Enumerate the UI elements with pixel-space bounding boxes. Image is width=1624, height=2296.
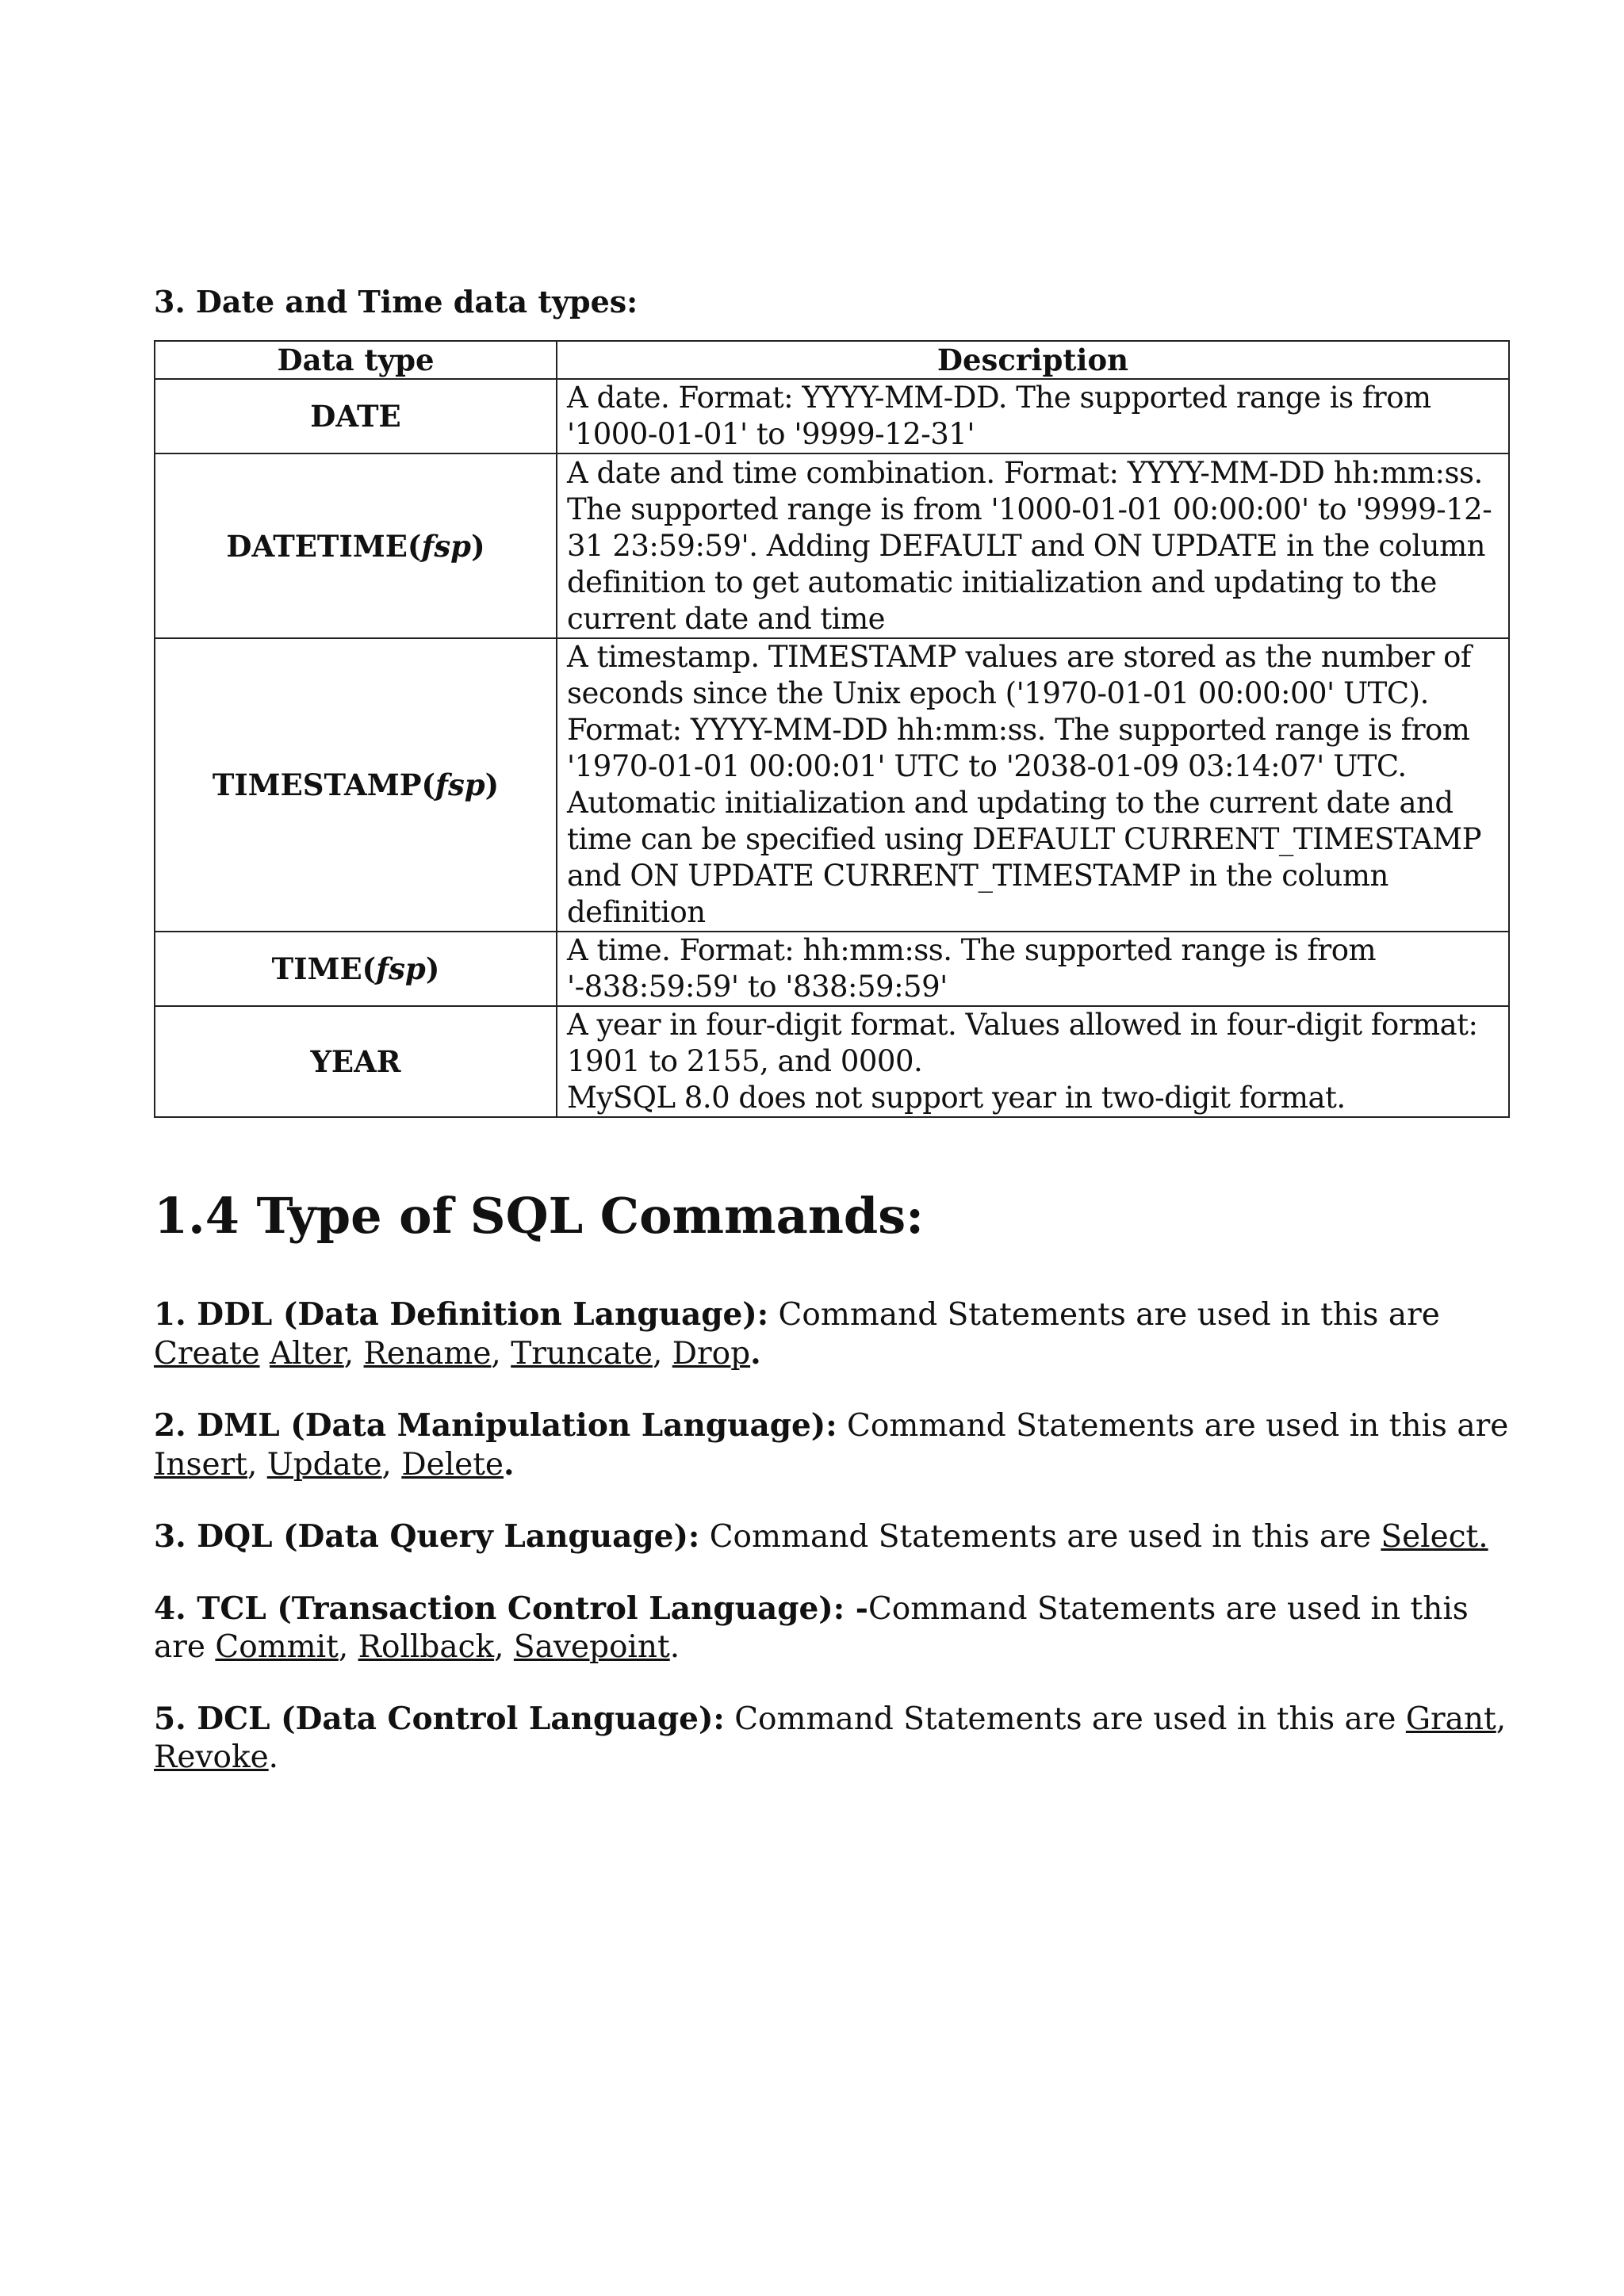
- keyword-delete: Delete: [401, 1447, 504, 1483]
- description-text: A year in four-digit format. Values allowed in four-digit format: 1901 to 2155, and 0000.: [567, 1008, 1478, 1078]
- header-description: Description: [557, 341, 1509, 379]
- keyword-rollback: Rollback: [358, 1629, 495, 1665]
- table-row: [155, 932, 1509, 1006]
- table-header-row: [155, 341, 1509, 379]
- fsp-argument: fsp: [435, 767, 485, 802]
- section-heading-date-time: 3. Date and Time data types:: [154, 284, 638, 320]
- keyword-alter: Alter: [269, 1336, 344, 1372]
- tcl-title: 4. TCL (Transaction Control Language): -: [154, 1590, 868, 1627]
- ddl-title: 1. DDL (Data Definition Language):: [154, 1296, 769, 1333]
- table-row: [155, 1006, 1509, 1117]
- sql-command-list: [154, 1295, 1511, 1810]
- dcl-title: 5. DCL (Data Control Language):: [154, 1701, 725, 1737]
- dql-text: Command Statements are used in this are: [699, 1519, 1381, 1555]
- keyword-savepoint: Savepoint: [513, 1629, 670, 1665]
- type-cell-datetime: [155, 453, 557, 638]
- description-cell-timestamp: A timestamp. TIMESTAMP values are stored as the number of seconds since the Unix epoch ('1970-01-01 00:00:00' UTC). Format: YYYY-MM-DD hh:mm:ss. The supported range is from '1970-01-01 00:00:01' UTC to '2038-01-09 03:14:07' UTC. Automatic initialization and updating to the current date and time can be specified using DEFAULT CURRENT_TIMESTAMP and ON UPDATE CURRENT_TIMESTAMP in the column definition: [557, 638, 1509, 932]
- list-item-tcl: 4. TCL (Transaction Control Language): -Command Statements are used in this are Commit, Rollback, Savepoint.: [154, 1590, 1469, 1665]
- description-cell-date: A date. Format: YYYY-MM-DD. The supported range is from '1000-01-01' to '9999-12-31': [557, 379, 1509, 453]
- description-cell-datetime: A date and time combination. Format: YYYY-MM-DD hh:mm:ss. The supported range is from '1000-01-01 00:00:00' to '9999-12-31 23:59:59'. Adding DEFAULT and ON UPDATE in the column definition to get automatic initialization and updating to the current date and time: [557, 453, 1509, 638]
- keyword-truncate: Truncate: [511, 1336, 653, 1372]
- description-note: MySQL 8.0 does not support year in two-digit format.: [567, 1081, 1346, 1115]
- type-name: DATE: [310, 399, 401, 434]
- type-name: TIME(: [271, 951, 377, 986]
- fsp-argument: fsp: [376, 951, 426, 986]
- tcl-text: Command Statements are used in this are: [154, 1591, 1469, 1665]
- list-item-dcl: 5. DCL (Data Control Language): Command Statements are used in this are Grant, Revoke.: [154, 1701, 1507, 1775]
- keyword-create: Create: [154, 1336, 260, 1372]
- keyword-rename: Rename: [363, 1336, 492, 1372]
- header-data-type: Data type: [155, 341, 557, 379]
- table-row: [155, 453, 1509, 638]
- type-cell-year: [155, 1006, 557, 1117]
- date-time-types-table: [154, 340, 1510, 1118]
- list-item-dql: [154, 1517, 1511, 1556]
- type-name: TIMESTAMP(: [212, 767, 436, 802]
- keyword-revoke: Revoke: [154, 1739, 269, 1775]
- table-row: [155, 379, 1509, 453]
- type-close-paren: ): [485, 767, 500, 802]
- list-item-dml: 2. DML (Data Manipulation Language): Command Statements are used in this are Insert, Update, Delete.: [154, 1407, 1509, 1483]
- type-cell-date: [155, 379, 557, 453]
- keyword-select: Select.: [1381, 1519, 1488, 1555]
- list-item-ddl: 1. DDL (Data Definition Language): Command Statements are used in this are Create Alter, Rename, Truncate, Drop.: [154, 1296, 1440, 1372]
- dml-title: 2. DML (Data Manipulation Language):: [154, 1407, 837, 1444]
- heading-sql-commands: 1.4 Type of SQL Commands:: [154, 1187, 925, 1245]
- dml-text: Command Statements are used in this are: [837, 1408, 1509, 1444]
- keyword-grant: Grant: [1405, 1701, 1496, 1737]
- dql-title: 3. DQL (Data Query Language):: [154, 1518, 700, 1555]
- keyword-commit: Commit: [215, 1629, 339, 1665]
- type-cell-time: [155, 932, 557, 1006]
- type-close-paren: ): [471, 528, 485, 564]
- ddl-text: Command Statements are used in this are: [768, 1297, 1440, 1333]
- type-name: DATETIME(: [226, 528, 422, 564]
- keyword-drop: Drop: [672, 1336, 751, 1372]
- type-name: YEAR: [310, 1044, 401, 1079]
- type-cell-timestamp: [155, 638, 557, 932]
- keyword-update: Update: [266, 1447, 382, 1483]
- keyword-insert: Insert: [154, 1447, 247, 1483]
- description-cell-time: A time. Format: hh:mm:ss. The supported range is from '-838:59:59' to '838:59:59': [557, 932, 1509, 1006]
- fsp-argument: fsp: [421, 528, 472, 564]
- description-cell-year: [557, 1006, 1509, 1117]
- dcl-text: Command Statements are used in this are: [724, 1701, 1406, 1737]
- type-close-paren: ): [425, 951, 440, 986]
- table-row: [155, 638, 1509, 932]
